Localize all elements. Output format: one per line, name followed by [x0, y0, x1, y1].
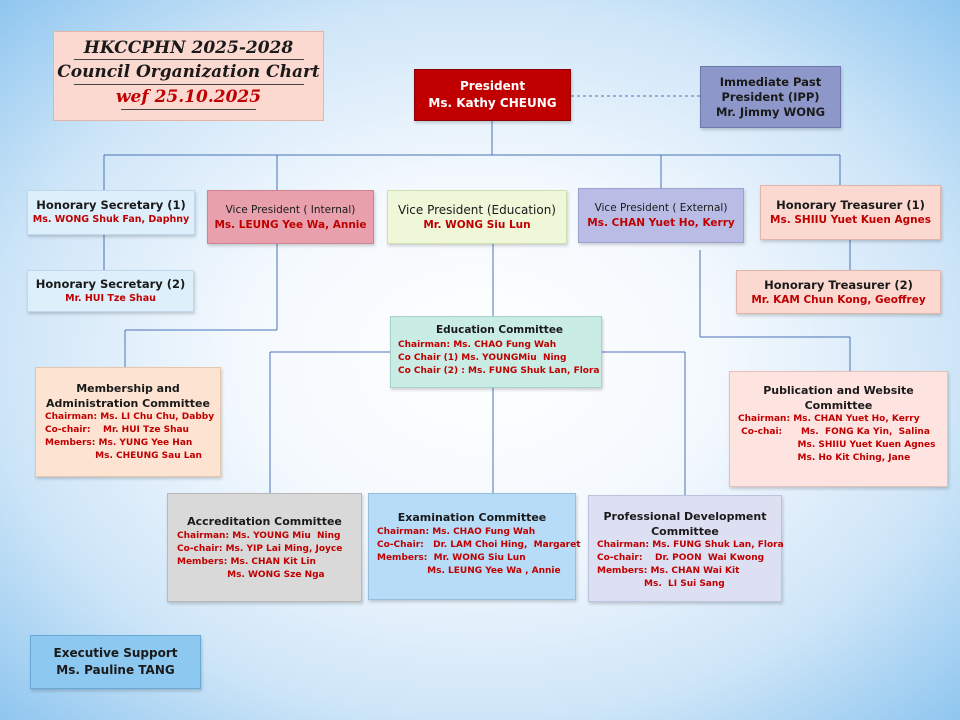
president-name: Ms. Kathy CHEUNG: [428, 96, 557, 110]
hon-secretary-2-title: Honorary Secretary (2): [35, 276, 186, 291]
membership-committee-member: Chairman: Ms. LI Chu Chu, Dabby: [45, 412, 215, 422]
ipp-title-line1: Immediate Past: [719, 74, 822, 89]
vp-education-box: [387, 190, 567, 244]
hon-treasurer-2-box: [736, 270, 941, 314]
membership-committee-member: Ms. CHEUNG Sau Lan: [45, 451, 202, 461]
publication-committee-box: [729, 371, 948, 487]
pd-committee-member: Members: Ms. CHAN Wai Kit: [597, 566, 740, 576]
vp-education-name: Mr. WONG Siu Lun: [423, 218, 531, 231]
executive-support-name: Ms. Pauline TANG: [56, 663, 175, 677]
executive-support-title: Executive Support: [53, 646, 178, 660]
membership-committee-box: [35, 367, 221, 477]
hon-secretary-1-title: Honorary Secretary (1): [36, 198, 186, 212]
hon-secretary-1-box: [27, 190, 195, 235]
pd-committee-member: Ms. LI Sui Sang: [597, 579, 725, 589]
vp-internal-box: [207, 190, 374, 244]
publication-committee-member: Ms. Ho Kit Ching, Jane: [738, 453, 911, 463]
examination-committee-member: Members: Mr. WONG Siu Lun: [377, 553, 526, 563]
accreditation-committee-member: Ms. WONG Sze Nga: [177, 570, 325, 580]
executive-support-box: [30, 635, 201, 689]
examination-committee-member: Ms. LEUNG Yee Wa , Annie: [377, 566, 561, 576]
chart-title-org: HKCCPHN 2025-2028: [83, 38, 294, 58]
publication-committee-title: Publication and Website Committee: [763, 384, 914, 412]
education-committee-member: Chairman: Ms. CHAO Fung Wah: [398, 340, 557, 350]
president-title: President: [459, 79, 526, 93]
education-committee-member: Co Chair (2) : Ms. FUNG Shuk Lan, Flora: [398, 366, 600, 376]
accreditation-committee-title: Accreditation Committee: [187, 515, 342, 528]
pd-committee-title-line1: Professional Development: [603, 510, 767, 523]
hon-treasurer-2-name: Mr. KAM Chun Kong, Geoffrey: [751, 293, 926, 306]
accreditation-committee-member: Chairman: Ms. YOUNG Miu Ning: [177, 531, 341, 541]
chart-title-main: Council Organization Chart: [57, 62, 320, 82]
pd-committee-member: Chairman: Ms. FUNG Shuk Lan, Flora: [597, 540, 784, 550]
ipp-title-line2: President (IPP): [721, 89, 820, 104]
accreditation-committee-box: [167, 493, 362, 602]
examination-committee-member: Chairman: Ms. CHAO Fung Wah: [377, 527, 536, 537]
hon-secretary-2-box: [27, 270, 194, 312]
vp-external-title: Vice President ( External): [594, 202, 728, 214]
membership-committee-member: Co-chair: Mr. HUI Tze Shau: [45, 425, 189, 435]
membership-committee-title-line2: Administration Committee: [46, 397, 210, 410]
pd-committee-box: [588, 495, 782, 602]
publication-committee-member: Chairman: Ms. CHAN Yuet Ho, Kerry: [738, 414, 920, 424]
vp-external-name: Ms. CHAN Yuet Ho, Kerry: [587, 217, 735, 229]
hon-treasurer-1-box: [760, 185, 941, 240]
education-committee-member: Co Chair (1) Ms. YOUNGMiu Ning: [398, 353, 567, 363]
vp-education-title: Vice President (Education): [398, 202, 556, 217]
membership-committee-member: Members: Ms. YUNG Yee Han: [45, 438, 193, 448]
hon-treasurer-1-name: Ms. SHIIU Yuet Kuen Agnes: [770, 214, 931, 226]
examination-committee-title: Examination Committee: [397, 511, 547, 524]
vp-internal-title: Vice President ( Internal): [225, 203, 356, 216]
accreditation-committee-member: Members: Ms. CHAN Kit Lin: [177, 557, 316, 567]
education-committee-box: [390, 316, 602, 388]
ipp-box: [700, 66, 841, 128]
hon-secretary-1-name: Ms. WONG Shuk Fan, Daphny: [32, 214, 190, 225]
publication-committee-member: Ms. SHIIU Yuet Kuen Agnes: [738, 440, 936, 450]
title-divider: [121, 109, 256, 110]
vp-external-box: [578, 188, 744, 243]
chart-title-box: [53, 31, 324, 121]
pd-committee-title-line2: Committee: [651, 525, 719, 538]
chart-title-effective-date: wef 25.10.2025: [115, 87, 262, 107]
examination-committee-box: [368, 493, 581, 600]
publication-committee-member: Co-chai: Ms. FONG Ka Yin, Salina: [738, 427, 930, 437]
education-committee-title: Education Committee: [435, 324, 564, 336]
ipp-name: Mr. Jimmy WONG: [715, 104, 826, 119]
pd-committee-member: Co-chair: Dr. POON Wai Kwong: [597, 553, 765, 563]
vp-internal-name: Ms. LEUNG Yee Wa, Annie: [214, 218, 367, 231]
president-box: [414, 69, 571, 121]
hon-secretary-2-name: Mr. HUI Tze Shau: [65, 292, 156, 304]
hon-treasurer-2-title: Honorary Treasurer (2): [764, 277, 913, 292]
examination-committee-member: Co-Chair: Dr. LAM Choi Hing, Margaret: [377, 540, 581, 550]
accreditation-committee-member: Co-chair: Ms. YIP Lai Ming, Joyce: [177, 544, 343, 554]
membership-committee-title-line1: Membership and: [76, 382, 180, 395]
hon-treasurer-1-title: Honorary Treasurer (1): [776, 198, 925, 212]
